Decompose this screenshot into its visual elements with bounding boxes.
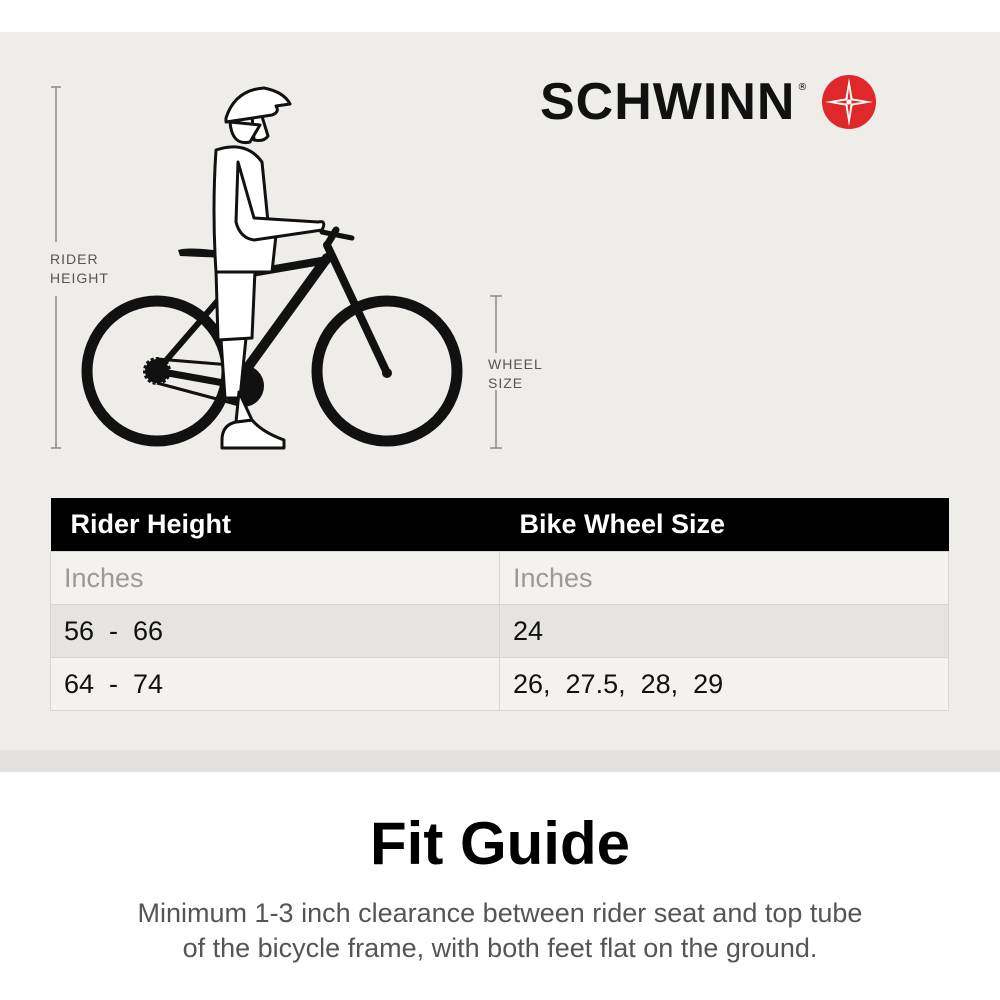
column-header-wheel-size: Bike Wheel Size — [500, 498, 949, 552]
units-wheel-size: Inches — [500, 552, 949, 605]
rear-cassette — [145, 359, 169, 383]
fit-description — [60, 896, 940, 966]
units-rider-height: Inches — [51, 552, 500, 605]
fit-table — [50, 498, 949, 711]
schwinn-star-icon — [821, 74, 877, 130]
section-divider — [0, 750, 1000, 772]
rider-height-label-line1: RIDER — [50, 251, 99, 267]
table-header-row — [51, 498, 949, 552]
table-row — [51, 658, 949, 711]
rider-bike-illustration — [40, 70, 520, 470]
wheel-size-cell: 26, 27.5, 28, 29 — [500, 658, 949, 711]
wheel-size-label-line2: SIZE — [488, 375, 524, 391]
table-units-row — [51, 552, 949, 605]
rider — [214, 88, 324, 448]
brand-trademark: ® — [797, 82, 808, 93]
brand-wordmark: SCHWINN — [540, 73, 796, 131]
fit-description-line2: of the bicycle frame, with both feet flat on the ground. — [182, 933, 818, 963]
wheel-size-label-line1: WHEEL — [488, 356, 543, 372]
table-row — [51, 605, 949, 658]
column-header-rider-height: Rider Height — [51, 498, 500, 552]
rider-height-cell: 64 - 74 — [51, 658, 500, 711]
rider-height-label-line2: HEIGHT — [50, 270, 109, 286]
rider-height-cell: 56 - 66 — [51, 605, 500, 658]
wheel-size-cell: 24 — [500, 605, 949, 658]
wheel-size-label — [488, 355, 543, 393]
fit-description-line1: Minimum 1-3 inch clearance between rider seat and top tube — [137, 898, 863, 928]
rider-height-label — [50, 250, 109, 288]
brand-logo — [540, 72, 877, 132]
page-title: Fit Guide — [370, 810, 630, 877]
